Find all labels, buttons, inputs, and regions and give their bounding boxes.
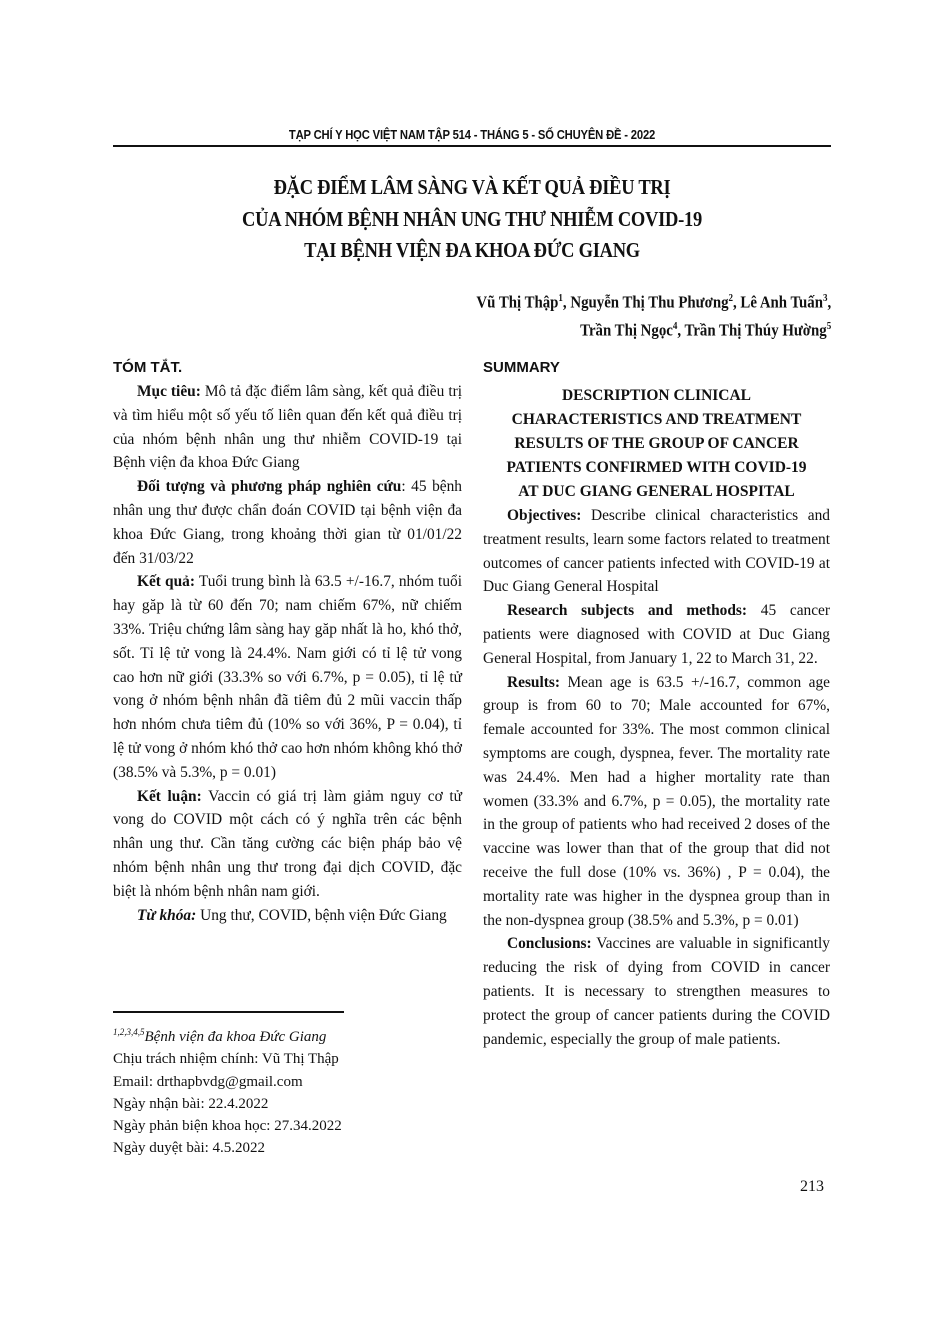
abstract-paragraph	[113, 475, 462, 570]
title-line: AT DUC GIANG GENERAL HOSPITAL	[518, 483, 795, 500]
author-affiliation: 4	[672, 320, 678, 332]
corresponding-author: Chịu trách nhiệm chính: Vũ Thị Thập	[113, 1051, 339, 1068]
author-name: Trần Thị Thúy Hường	[684, 320, 827, 339]
title-line: CHARACTERISTICS AND TREATMENT	[511, 411, 802, 428]
section-heading: SUMMARY	[483, 359, 560, 376]
footnote-rule	[113, 1011, 344, 1013]
article-title	[113, 172, 831, 267]
author-separator: ,	[732, 292, 741, 312]
header-rule	[113, 145, 831, 147]
paragraph-text: Vaccin có giá trị làm giảm nguy cơ tử vong do COVID một cách có ý nghĩa trên các bệnh nhân ung thư. Cần tăng cường các biện pháp bảo vệ nhóm bệnh nhân ung thư trong đại dịch COVID, đặc biệt là nhóm bệnh nhân nam giới.	[113, 787, 462, 900]
footnotes	[113, 1021, 342, 1160]
author-separator: ,	[677, 320, 685, 339]
author-name: Nguyễn Thị Thu Phương	[570, 292, 729, 312]
title-line: CỦA NHÓM BỆNH NHÂN UNG THƯ NHIỄM COVID-19	[242, 206, 702, 231]
paragraph-text: Vaccines are valuable in significantly reducing the risk of dying from COVID in cancer patients. It is necessary to strengthen measures to protect the group of cancer patients during the COVID pandemic, especially the group of male patients.	[483, 935, 830, 1048]
journal-header: TẠP CHÍ Y HỌC VIỆT NAM TẬP 514 - THÁNG 5 - SỐ CHUYÊN ĐỀ - 2022	[288, 128, 656, 142]
title-line: ĐẶC ĐIỂM LÂM SÀNG VÀ KẾT QUẢ ĐIỀU TRỊ	[273, 175, 671, 199]
author-affiliation: 2	[728, 293, 733, 304]
paragraph-label: Research subjects and methods:	[507, 602, 748, 620]
paragraph-text: Tuổi trung bình là 63.5 +/-16.7, nhóm tuổi hay găp là từ 60 đến 70; nam chiếm 67%, nữ chiếm 33%. Triệu chứng lâm sàng hay găp nhất là ho, khó thở, sốt. Tỉ lệ tử vong là 24.4%. Nam giới có tỉ lệ tử vong cao hơn nữ giới (33.3% so với 6.7%, p = 0.05), tỉ lệ tử vong ở nhóm bệnh nhân đã tiêm đủ 2 mũi vaccin thấp hơn nhóm chưa tiêm đủ (10% so với 36%, P = 0.04), tỉ lệ tử vong ở nhóm khó thở cao hơn nhóm không khó thở (38.5% và 5.3%, p = 0.01)	[113, 573, 462, 781]
author-separator: ,	[827, 292, 831, 312]
page-number: 213	[800, 1178, 824, 1195]
affiliation-marker: 1,2,3,4,5	[113, 1027, 145, 1037]
author-affiliation: 5	[826, 320, 831, 332]
paragraph-label: Kết quả:	[137, 573, 195, 591]
author-affiliation: 1	[558, 293, 563, 304]
summary-paragraph	[483, 504, 830, 599]
review-date: Ngày phản biện khoa học: 27.34.2022	[113, 1118, 342, 1135]
keywords	[113, 904, 462, 928]
email: Email: drthapbvdg@gmail.com	[113, 1073, 303, 1090]
abstract-paragraph	[113, 380, 462, 475]
keywords-label: Từ khóa:	[137, 906, 197, 924]
title-line: RESULTS OF THE GROUP OF CANCER	[514, 435, 799, 452]
vietnamese-abstract	[113, 356, 462, 927]
title-line: PATIENTS CONFIRMED WITH COVID-19	[506, 459, 807, 476]
paragraph-text: 45 cancer patients were diagnosed with COVID at Duc Giang General Hospital, from January 1, 22 to March 31, 22.	[483, 602, 831, 667]
paragraph-label: Objectives:	[507, 507, 582, 524]
author-list	[476, 287, 831, 342]
paragraph-label: Mục tiêu:	[137, 383, 201, 400]
received-date: Ngày nhận bài: 22.4.2022	[113, 1095, 269, 1112]
paragraph-text: Mô tả đặc điểm lâm sàng, kết quả điều trị và tìm hiểu một số yếu tố liên quan đến kết quả điều trị của nhóm bệnh nhân ung thư nhiễm COVID-19 tại Bệnh viện đa khoa Đức Giang	[113, 383, 462, 472]
accepted-date: Ngày duyệt bài: 4.5.2022	[113, 1140, 266, 1157]
english-summary	[483, 356, 830, 1051]
paragraph-text: : 45 bệnh nhân ung thư được chẩn đoán COVID tại bệnh viện đa khoa Đức Giang, trong khoảng thời gian từ 01/01/22 đến 31/03/22	[113, 478, 462, 567]
author-name: Trần Thị Ngọc	[579, 320, 673, 339]
title-line: DESCRIPTION CLINICAL	[561, 387, 752, 404]
paragraph-label: Conclusions:	[507, 935, 592, 953]
author-name: Vũ Thị Thập	[476, 292, 559, 312]
author-name: Lê Anh Tuấn	[740, 292, 823, 312]
section-heading: TÓM TẮT.	[113, 359, 183, 376]
summary-paragraph	[483, 932, 830, 1051]
author-affiliation: 3	[822, 293, 828, 304]
paragraph-label: Results:	[507, 673, 561, 691]
paragraph-text: Describe clinical characteristics and treatment results, learn some factors related to treatment outcomes of cancer patients infected with COVID-19 at Duc Giang General Hospital	[483, 507, 830, 596]
paragraph-text: Mean age is 63.5 +/-16.7, common age group is from 60 to 70; Male accounted for 67%, female accounted for 33%. The most common clinical symptoms are cough, dyspnea, fever. The mortality rate was 24.4%. Men had a higher mortality rate than women (33.3% and 6.7%, p = 0.05), the mortality rate in the group of patients who had received 2 doses of the vaccine was lower than that of the group that did not receive the full dose (10% vs. 36%) , P = 0.04), the mortality rate was higher in the dyspnea group than in the non-dyspnea group (38.5% and 5.3%, p = 0.01)	[483, 673, 830, 929]
abstract-paragraph	[113, 785, 462, 904]
affiliation: Bệnh viện đa khoa Đức Giang	[144, 1029, 327, 1045]
summary-paragraph	[483, 671, 830, 933]
abstract-paragraph	[113, 570, 462, 784]
paragraph-label: Đối tượng và phương pháp nghiên cứu	[137, 478, 402, 496]
paragraph-label: Kết luận:	[137, 787, 202, 805]
title-line: TẠI BỆNH VIỆN ĐA KHOA ĐỨC GIANG	[304, 238, 640, 262]
english-title	[483, 384, 830, 504]
summary-paragraph	[483, 599, 830, 670]
author-separator: ,	[562, 292, 571, 312]
keywords-text: Ung thư, COVID, bệnh viện Đức Giang	[196, 906, 447, 924]
